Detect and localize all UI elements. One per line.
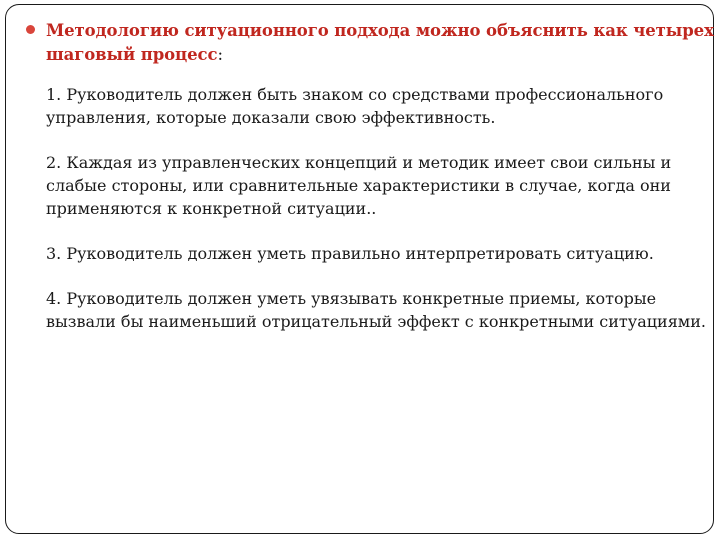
heading-colon: : — [217, 45, 223, 64]
slide-heading — [46, 21, 714, 64]
list-item-4: 4. Руководитель должен уметь увязывать конкретные приемы, которые вызвали бы наименьший отрицательный эффект с конкретными ситуациями. — [46, 289, 706, 331]
bullet-dot-icon — [26, 25, 35, 34]
points-list — [24, 83, 714, 333]
list-item-1: 1. Руководитель должен быть знаком со средствами профессионального управления, которые доказали свою эффективность. — [46, 85, 664, 127]
slide-frame — [5, 4, 714, 534]
list-item-3: 3. Руководитель должен уметь правильно интерпретировать ситуацию. — [46, 244, 654, 263]
heading-row — [24, 19, 714, 67]
slide-content — [24, 19, 714, 355]
list-item-2: 2. Каждая из управленческих концепций и методик имеет свои сильны и слабые стороны, или сравнительные характеристики в случае, когда они применяются к конкретной ситуации.. — [46, 153, 672, 218]
heading-main: Методологию ситуационного подхода можно объяснить как четырех шаговый процесс — [46, 21, 714, 64]
